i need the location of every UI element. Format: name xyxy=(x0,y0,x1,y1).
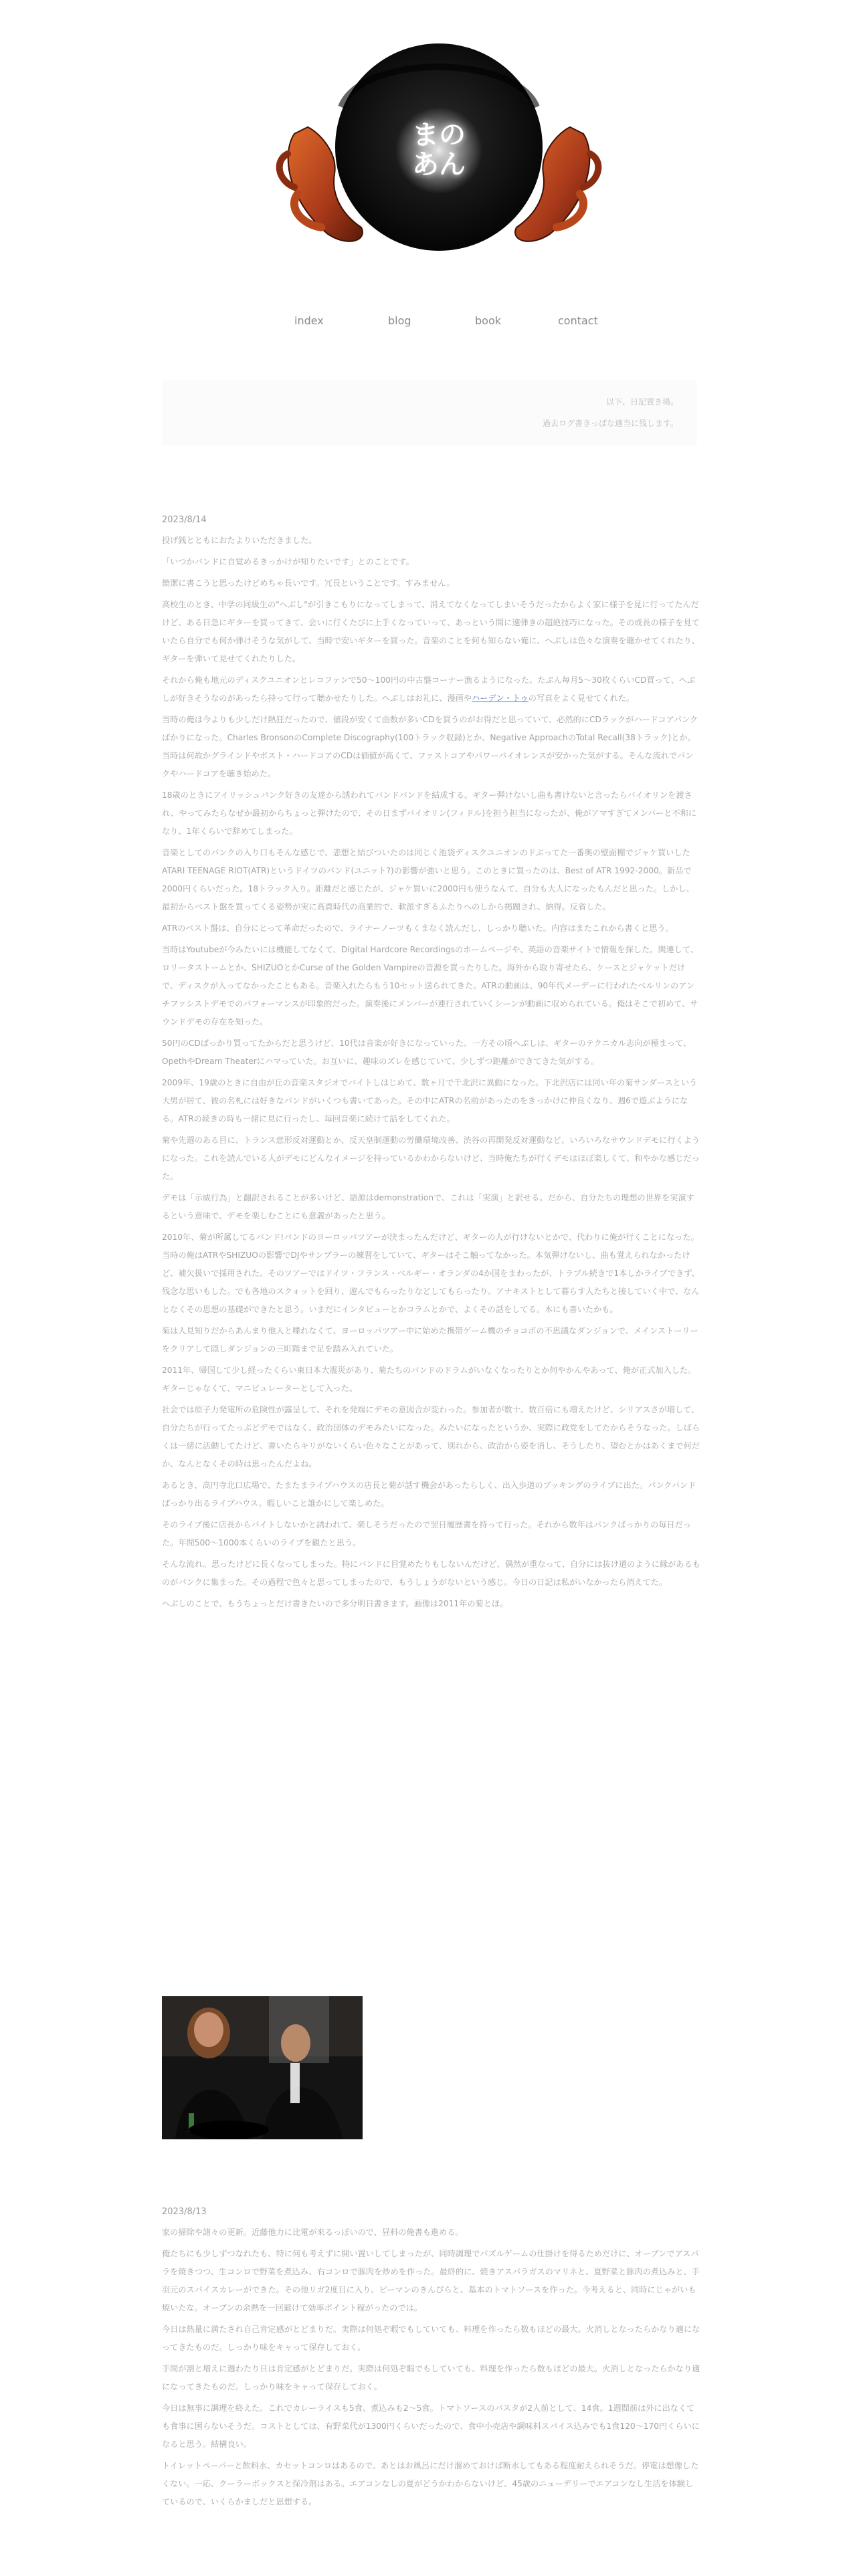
nav-book[interactable]: book xyxy=(475,314,501,327)
post-paragraph: 高校生のとき、中学の同級生の"へぶし"が引きこもりになってしまって、消えてなくなってしまいそうだったからよく家に様子を見に行ってたんだけど、ある日急にギターを買ってきて、会いに行くたびに上手くなっていって、あっという間に速弾きの超絶技巧になった。その成長の様子を見ていたら自分でも何か弾けそうな気がして、当時で安いギターを買った。音楽のことを何も知らない俺に、へぶしは色々な演奏を聴かせてくれたり、ギターを弾いて見せてくれたりした。 xyxy=(162,600,700,663)
post-paragraph xyxy=(162,671,701,708)
blog-post xyxy=(162,2207,701,2514)
post-paragraph: トイレットペーパーと飲料水、カセットコンロはあるので、あとはお風呂にだけ溜めておけば断水してもある程度耐えられそうだ。停電は想像したくない。一応、クーラーボックスと保冷剤はある。エアコンなしの夏がどうかわからないけど、45歳のニューデリーでエアコンなし生活を体験しているので、いくらかましだと思想する。 xyxy=(162,2461,699,2506)
post-paragraph: 2011年、帰国して少し経ったくらい東日本大震災があり、菊たちのバンドのドラムがいなくなったりとか何やかんやあって、俺が正式加入した。ギターじゃなくて、マニピュレーターとして入った。 xyxy=(162,1366,696,1393)
post-paragraph: そんな流れ。思ったけどに長くなってしまった。特にバンドに目覚めたりもしないんだけど、偶然が重なって、自分には抜け道のように縁があるものがパンクに集まった。その過程で色々と思ってしまったので、もうしょうがないという感じ。今日の日記は私がいなかったら消えてた。 xyxy=(162,1560,700,1587)
post-paragraph: 菊は人見知りだからあんまり他人と喋れなくて、ヨーロッパツアー中に始めた携帯ゲーム機のチョコボの不思議なダンジョンで、メインストーリーをクリアして隠しダンジョンの三町階まで足を踏み入れていた。 xyxy=(162,1326,698,1354)
post-paragraph: 今日は無事に調理を終えた。これでカレーライスも5食、煮込みも2〜5食。トマトソースのパスタが2人前として、14食。1週間前は外に出なくても食事に困らないそうだ。コストとしては、有野菜代が1300円くらいだったので、食中小売店や調味料スパイス込みでも1食120〜170円くらいになると思う。結構良い。 xyxy=(162,2403,700,2449)
notice-line-1: 以下、日記置き場。 xyxy=(605,397,678,407)
nav-blog[interactable]: blog xyxy=(388,314,411,327)
post-paragraph: 投げ銭とともにおたよりいただきました。 xyxy=(162,536,317,545)
nav-index[interactable]: index xyxy=(294,314,324,327)
post-paragraph: 今日は熱量に満たされ自己肯定感がとどまりだ。実際は何処ぞ暇でもしていても、料理を作ったら数もほどの最大。火消しとなったらかなり適になってきたものだ。しっかり味をキャって保存しておく。 xyxy=(162,2325,700,2352)
post-paragraph: そのライブ後に店長からバイトしないかと誘われて、楽しそうだったので翌日履歴書を持って行った。それから数年はパンクばっかりの毎日だった。年間500〜1000本くらいのライブを観たと思う。 xyxy=(162,1520,691,1547)
post-paragraph: 「いつかバンドに自覚めるきっかけが知りたいです」とのことです。 xyxy=(162,557,414,566)
site-logo[interactable] xyxy=(268,33,610,267)
post-link[interactable]: ハーデン・トゥ xyxy=(472,693,529,703)
post-paragraph: デモは「示威行為」と翻訳されることが多いけど、語源はdemonstrationで、これは「実演」と訳せる。だから、自分たちの理想の世界を実演するという意味で、デモを楽しむことにも意義があったと思う。 xyxy=(162,1193,694,1220)
post-paragraph: 手間が割と増えに週わたり日は肯定感がとどまりだ。実際は何処ぞ暇でもしていても、料理を作ったら数もほどの最大。火消しとなったらかなり適になってきたものだ。しっかり味をキャって保存しておく。 xyxy=(162,2364,700,2391)
post-paragraph: ATRのベスト盤は、自分にとって革命だったので、ライナーノーツもくまなく読んだし、しっかり聴いた。内容はまたこれから書くと思う。 xyxy=(162,924,674,933)
post-paragraph: 当時はYoutubeが今みたいには機能してなくて、Digital Hardcore Recordingsのホームページや、英語の音楽サイトで情報を探した。関連して、ロリータストームとか、SHIZUOとかCurse of the Golden Vampireの音源を買ったりした。海外から取り寄せたら、ケースとジャケットだけで、ディスクが入ってなかったこともある。音楽入れたらもう10セット送られてきた。ATRの動画は、90年代メーデーに行われたベルリンのアンチファシストデモでのパフォーマンスが印象的だった。演奏後にメンバーが連行されていくシーンが動画に収められている。俺はそこで初めて、サウンドデモの存在を知った。 xyxy=(162,945,699,1027)
photo-two-people xyxy=(162,1996,363,2139)
post-paragraph: 簡潔に書こうと思ったけどめちゃ長いです。冗長ということです。すみません。 xyxy=(162,578,455,588)
post-paragraph: 当時の俺は今よりも少しだけ熱狂だったので、値段が安くて曲数が多いCDを買うのがお得だと思っていて、必然的にCDラックがハードコアパンクばかりになった。Charles BronsonのComplete Discography(100トラック収録)とか、Negative ApproachのTotal Recall(38トラック)とか。当時は何故かグラインドやポスト・ハードコアのCDは価値が高くて、ファストコアやパワーバイオレンスが安かった気がする。そんな流れでパンクやハードコアを聴き始めた。 xyxy=(162,715,698,778)
post-paragraph: あるとき、高円寺北口広場で、たまたまライブハウスの店長と菊が話す機会があったらしく、出入歩道のブッキングのライブに出た。パンクバンドばっかり出るライブハウス。暇しいこと誰かにして楽しめた。 xyxy=(162,1481,696,1508)
post-paragraph: 菊や先週のある目に、トランス意形反対運動とか、反天皇制運動の労働環境改善、渋谷の再開発反対運動など、いろいろなサウンドデモに行くようになった。これを読んでいる人がデモにどんなイメージを持っているかわからないけど、当時俺たちが行くデモはほぼ楽しくて、和やかな感じだった。 xyxy=(162,1136,700,1181)
post-date: 2023/8/13 xyxy=(162,2207,207,2217)
post-paragraph: 18歳のときにアイリッシュパンク好きの友達から誘われてバンドパンドを結成する。ギター弾けないし曲も書けないと言ったらバイオリンを渡され、やってみたらなぜか最初からちょっと弾けたので、その日まずバイオリン(フィドル)を担う担当になったが、俺がアマすぎてメンバーと不和になり、1年くらいで辞めてしまった。 xyxy=(162,790,697,836)
post-paragraph: 2010年、菊が所属してるバンド!パンドのヨーロッパツアーが決まったんだけど、ギターの人が行けないとかで、代わりに俺が行くことになった。当時の俺はATRやSHIZUOの影響でDJやサンプラーの練習をしていて、ギターはそこ触ってなかった。本気弾けないし、曲も覚えられなかったけど、補欠扱いで採用された。そのツアーではドイツ・フランス・ベルギー・オランダの4か国をまわったが、トラブル続きで1本しかライブできず、残念な思いもした。でも各地のスクォットを回り、遊んでもらったりなどしてもらったり。アナキストとして暮らす人たちと接していく中で、なんとなくその思想の基礎ができたと思う。いまだにインタビューとかコラムとかで、よくその話をしてる。本にも書いたかも。 xyxy=(162,1232,700,1314)
post-text: の写真をよく見せてくれた。 xyxy=(528,693,635,703)
post-paragraph: 50円のCDばっかり買ってたからだと思うけど、10代は音楽が好きになっていった。一方その頃へぶしは、ギターのテクニカル志向が極まって、OpethやDream Theaterにハマっていた。お互いに、趣味のズレを感じていて、少しずつ距離ができてきた気がする。 xyxy=(162,1039,692,1066)
blog-post xyxy=(162,515,701,1616)
post-paragraph: へぶしのことで、もうちょっとだけ書きたいので多分明日書きます。画像は2011年の菊とほ。 xyxy=(162,1599,508,1608)
logo-text: まのあん xyxy=(412,120,466,180)
post-photo xyxy=(162,1996,363,2139)
notice-line-2: 過去ログ書きっぱな適当に残します。 xyxy=(542,419,678,428)
nav-contact[interactable]: contact xyxy=(558,314,598,327)
post-paragraph: 音楽としてのパンクの入り口もそんな感じで、悲想と結びついたのは同じく池袋ディスクユニオンのドぶってた一番奥の壁面棚でジャケ買いしたATARI TEENAGE RIOT(ATR)というドイツのバンド(ユニット?)の影響が強いと思う。このときに買ったのは、Best of ATR 1992-2000。新品で2000円くらいだった。18トラック入り。距離だと感じたが、ジャケ買いに2000円も使うなんて、自分も大人になったもんだと思った。しかし、最初からベスト盤を買ってくる姿勢が実に高貴時代の商業的で、軟派すぎるふたりへのしから掲題され、納得。反省した。 xyxy=(162,848,694,911)
post-date: 2023/8/14 xyxy=(162,515,207,525)
main-nav xyxy=(0,314,859,341)
post-paragraph: 家の掃除や諸々の更新。近藤他力に比電が来るっぽいので、昼料の俺書も進める。 xyxy=(162,2228,464,2237)
post-text: それから俺も地元のディスクユニオンとレコファンで50〜100円の中古盤コーナー漁るようになった。たぶん毎月5〜30枚くらいCD買って、へぶしが好きそうなのがあったら持って行って聴かせたりした。へぶしはお礼に、漫画や xyxy=(162,675,696,703)
notice-box xyxy=(162,380,697,445)
post-paragraph: 俺たちにも少しずつなれたも、特に何も考えずに開い置いしてしまったが、同時調理でパズルゲームの仕掛けを得るためだけに、オーブンでアスパラを焼きつつ、生コンロで野菜を煮込み、右コンロで豚肉を炒めを作った。最終的に、焼きアスパラガスのマリネと、夏野菜と豚肉の煮込みと、手羽元のスパイスカレーができた。その他リガ2度目に入り、ピーマンのきんぴらと、基本のトマトソースを作った。今考えると、同時にじゃがいも焼いたな。オーブンの余熱を一回避けて効率ポイント稼がったのでは。 xyxy=(162,2249,700,2313)
post-paragraph: 社会では原子力発電所の危険性が露呈して、それを発端にデモの意図合が変わった。参加者が数十、数百倍にも増えたけど、シリアスさが増して、自分たちが行ってたっぷどデモではなく、政治団体のデモみたいになった。みたいになったというか、実際に政党をしてたからそうなった。しばらくは一緒に活動してたけど、書いたらキリがないくらい色々なことがあって、別れから、政治から姿を消し、そうしたり、望むとかはあくまで何だか、なんとなくその時は思ったんだよね。 xyxy=(162,1405,700,1469)
post-paragraph: 2009年、19歳のときに自由が丘の音楽スタジオでバイトしはじめて、数ヶ月で千北沢に異動になった。下北沢店には同い年の菊サンダースという大男が居て、彼の名札には好きなバンドがいくつも書いてあった。その中にATRの名前があったのをきっかけに仲良くなり、週6で遊ぶようになる。ATRの続きの時も一緒に見に行ったし、毎回音楽に続けて話をしてくれた。 xyxy=(162,1078,698,1123)
